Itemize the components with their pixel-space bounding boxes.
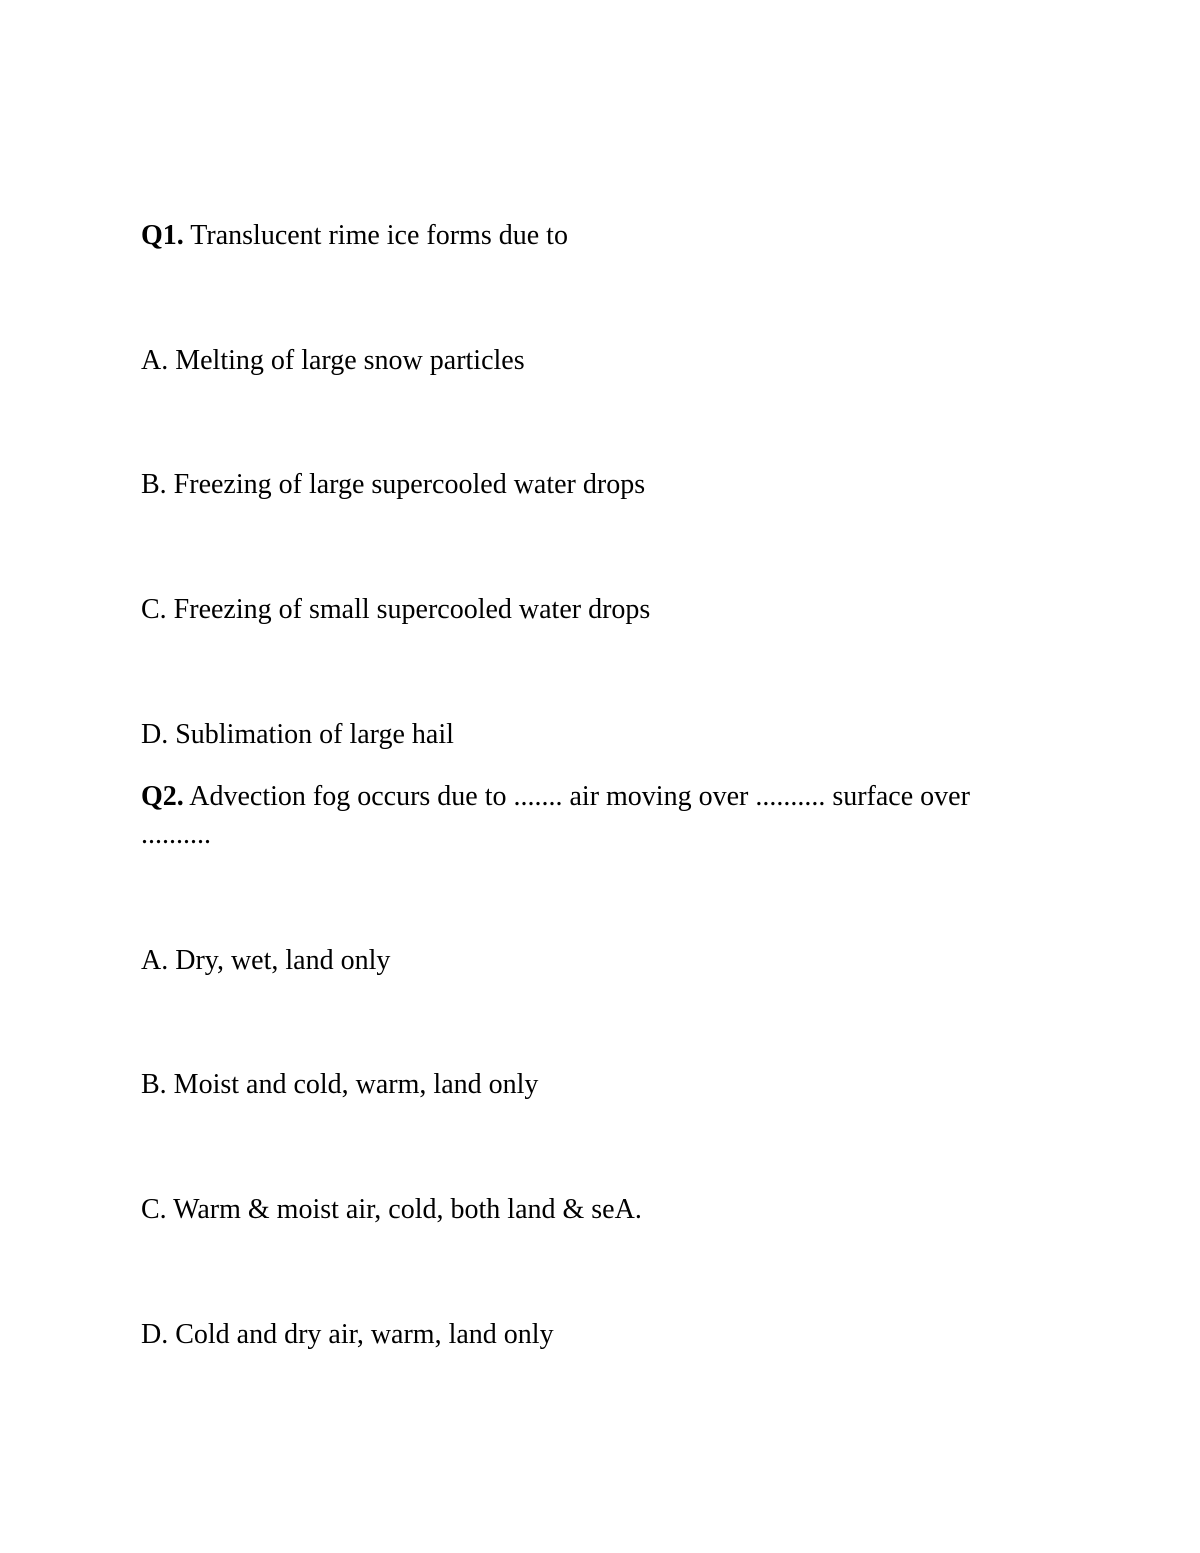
question-1-number: Q1. bbox=[141, 220, 184, 251]
question-1-option-c: C. Freezing of small supercooled water drops bbox=[141, 594, 651, 625]
question-2-option-a: A. Dry, wet, land only bbox=[141, 945, 391, 976]
question-2-option-d: D. Cold and dry air, warm, land only bbox=[141, 1319, 554, 1350]
question-1-option-a: A. Melting of large snow particles bbox=[141, 345, 525, 376]
question-2-option-b: B. Moist and cold, warm, land only bbox=[141, 1069, 539, 1100]
question-2-text: Advection fog occurs due to ....... air moving over .......... surface over .......... bbox=[141, 781, 970, 850]
question-1-text: Translucent rime ice forms due to bbox=[190, 220, 568, 251]
question-2-number: Q2. bbox=[141, 781, 184, 812]
question-1-option-d: D. Sublimation of large hail bbox=[141, 719, 454, 750]
question-2 bbox=[141, 778, 971, 854]
question-1-option-b: B. Freezing of large supercooled water drops bbox=[141, 469, 646, 500]
question-2-option-c: C. Warm & moist air, cold, both land & seA. bbox=[141, 1194, 642, 1225]
question-1 bbox=[141, 217, 568, 255]
